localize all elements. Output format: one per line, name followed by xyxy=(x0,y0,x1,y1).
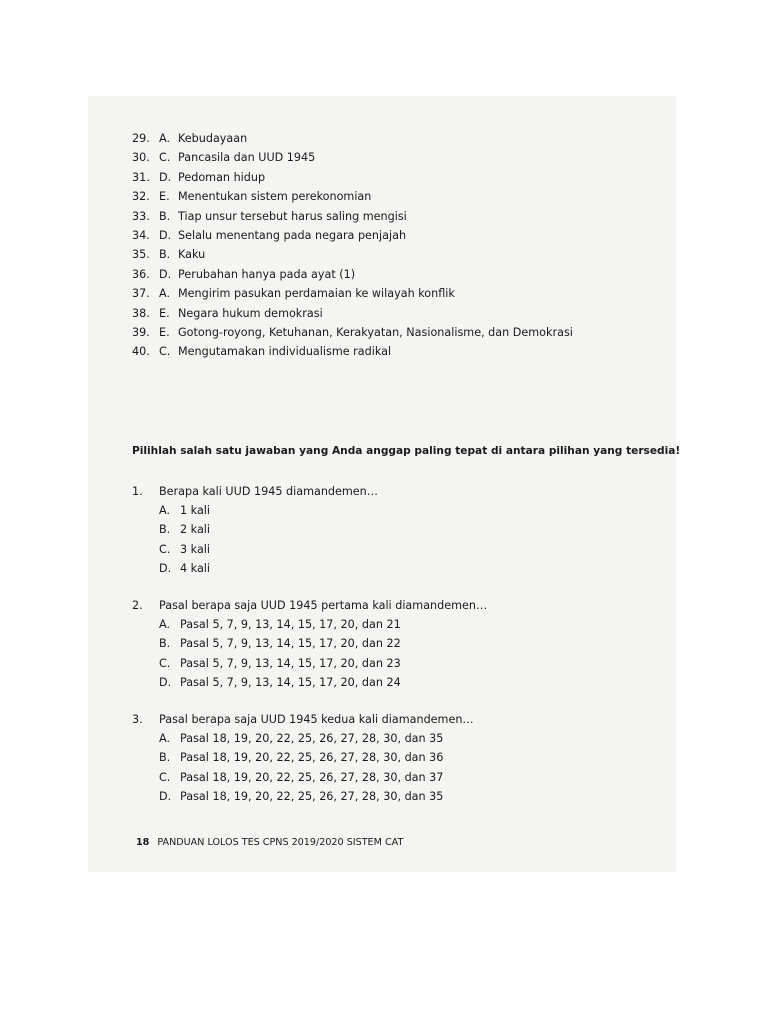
answer-key-item xyxy=(132,323,573,342)
answer-key-number: 33. xyxy=(132,209,150,223)
option-letter: C. xyxy=(159,770,171,784)
option-text: Pasal 5, 7, 9, 13, 14, 15, 17, 20, dan 24 xyxy=(180,675,401,689)
answer-key-letter: D. xyxy=(159,228,172,242)
option-letter: D. xyxy=(159,561,172,575)
question-text: Pasal berapa saja UUD 1945 kedua kali diamandemen… xyxy=(159,713,474,726)
answer-key-letter: B. xyxy=(159,248,171,262)
book-title: PANDUAN LOLOS TES CPNS 2019/2020 SISTEM CAT xyxy=(157,837,404,848)
answer-key-number: 29. xyxy=(132,132,150,145)
answer-key-letter: A. xyxy=(159,132,171,145)
answer-option xyxy=(132,768,474,787)
option-text: Pasal 5, 7, 9, 13, 14, 15, 17, 20, dan 22 xyxy=(180,637,401,651)
option-letter: D. xyxy=(159,675,172,689)
answer-option xyxy=(132,559,378,578)
question-number: 3. xyxy=(132,713,143,726)
question-number: 2. xyxy=(132,599,143,612)
question-text: Berapa kali UUD 1945 diamandemen… xyxy=(159,485,378,498)
question-3 xyxy=(132,710,474,806)
answer-key-text: Gotong-royong, Ketuhanan, Kerakyatan, Nasionalisme, dan Demokrasi xyxy=(178,325,573,339)
option-text: 4 kali xyxy=(180,561,211,575)
answer-option xyxy=(132,654,487,673)
answer-key-text: Kaku xyxy=(178,248,206,262)
document-page xyxy=(88,96,681,872)
answer-key-letter: E. xyxy=(159,325,170,339)
question-stem xyxy=(132,710,474,729)
answer-key-item xyxy=(132,148,573,167)
answer-option xyxy=(132,615,487,634)
option-text: 3 kali xyxy=(180,542,211,556)
answer-key-text: Pedoman hidup xyxy=(178,170,266,184)
option-text: Pasal 18, 19, 20, 22, 25, 26, 27, 28, 30, dan 37 xyxy=(180,770,444,784)
answer-key-number: 32. xyxy=(132,190,150,204)
option-text: Pasal 18, 19, 20, 22, 25, 26, 27, 28, 30, dan 35 xyxy=(180,789,444,803)
answer-key-number: 35. xyxy=(132,248,150,262)
answer-option xyxy=(132,787,474,806)
answer-key-item xyxy=(132,265,573,284)
option-text: 1 kali xyxy=(180,504,211,518)
answer-key-item xyxy=(132,342,573,361)
answer-key-letter: E. xyxy=(159,190,170,204)
option-letter: C. xyxy=(159,656,171,670)
answer-key-letter: C. xyxy=(159,151,171,165)
page-footer xyxy=(136,836,403,850)
page-number: 18 xyxy=(136,837,150,848)
answer-key-letter: B. xyxy=(159,209,171,223)
answer-key-text: Pancasila dan UUD 1945 xyxy=(178,151,316,165)
option-letter: A. xyxy=(159,504,171,518)
answer-key-text: Menentukan sistem perekonomian xyxy=(178,190,372,204)
answer-key-number: 34. xyxy=(132,228,150,242)
answer-key-item xyxy=(132,226,573,245)
question-stem xyxy=(132,596,487,615)
answer-key-letter: C. xyxy=(159,345,171,359)
answer-key-number: 37. xyxy=(132,287,150,301)
answer-key-number: 31. xyxy=(132,170,150,184)
answer-key-item xyxy=(132,187,573,206)
option-letter: B. xyxy=(159,637,171,651)
answer-option xyxy=(132,540,378,559)
answer-option xyxy=(132,501,378,520)
answer-key-text: Negara hukum demokrasi xyxy=(178,306,323,320)
option-letter: C. xyxy=(159,542,171,556)
answer-key-item xyxy=(132,207,573,226)
instruction-heading: Pilihlah salah satu jawaban yang Anda anggap paling tepat di antara pilihan yang tersedia! xyxy=(132,445,681,457)
answer-key-text: Tiap unsur tersebut harus saling mengisi xyxy=(178,209,407,223)
option-letter: A. xyxy=(159,618,171,632)
answer-option xyxy=(132,729,474,748)
answer-key-text: Mengutamakan individualisme radikal xyxy=(178,345,392,359)
answer-option xyxy=(132,634,487,653)
answer-key-letter: E. xyxy=(159,306,170,320)
option-text: 2 kali xyxy=(180,523,211,537)
option-text: Pasal 18, 19, 20, 22, 25, 26, 27, 28, 30, dan 36 xyxy=(180,751,444,765)
answer-key-item xyxy=(132,284,573,303)
option-text: Pasal 5, 7, 9, 13, 14, 15, 17, 20, dan 21 xyxy=(180,618,401,632)
option-letter: A. xyxy=(159,732,171,746)
answer-key-number: 40. xyxy=(132,345,150,359)
question-stem xyxy=(132,482,378,501)
answer-key-text: Mengirim pasukan perdamaian ke wilayah konflik xyxy=(178,287,455,301)
option-text: Pasal 5, 7, 9, 13, 14, 15, 17, 20, dan 23 xyxy=(180,656,401,670)
answer-option xyxy=(132,748,474,767)
answer-key-number: 38. xyxy=(132,306,150,320)
option-letter: B. xyxy=(159,751,171,765)
answer-key-text: Perubahan hanya pada ayat (1) xyxy=(178,267,356,281)
question-1 xyxy=(132,482,378,578)
answer-key-number: 39. xyxy=(132,325,150,339)
option-letter: B. xyxy=(159,523,171,537)
answer-key-letter: A. xyxy=(159,287,171,301)
question-number: 1. xyxy=(132,485,143,498)
answer-key-number: 36. xyxy=(132,267,150,281)
answer-key-list xyxy=(132,129,573,362)
answer-key-text: Selalu menentang pada negara penjajah xyxy=(178,228,407,242)
answer-key-item xyxy=(132,245,573,264)
question-text: Pasal berapa saja UUD 1945 pertama kali diamandemen… xyxy=(159,599,488,612)
answer-option xyxy=(132,520,378,539)
answer-key-letter: D. xyxy=(159,170,172,184)
answer-option xyxy=(132,673,487,692)
option-letter: D. xyxy=(159,789,172,803)
answer-key-letter: D. xyxy=(159,267,172,281)
answer-key-number: 30. xyxy=(132,151,150,165)
question-2 xyxy=(132,596,487,692)
answer-key-text: Kebudayaan xyxy=(178,132,248,145)
answer-key-item xyxy=(132,304,573,323)
option-text: Pasal 18, 19, 20, 22, 25, 26, 27, 28, 30, dan 35 xyxy=(180,732,444,746)
answer-key-item xyxy=(132,129,573,148)
answer-key-item xyxy=(132,168,573,187)
